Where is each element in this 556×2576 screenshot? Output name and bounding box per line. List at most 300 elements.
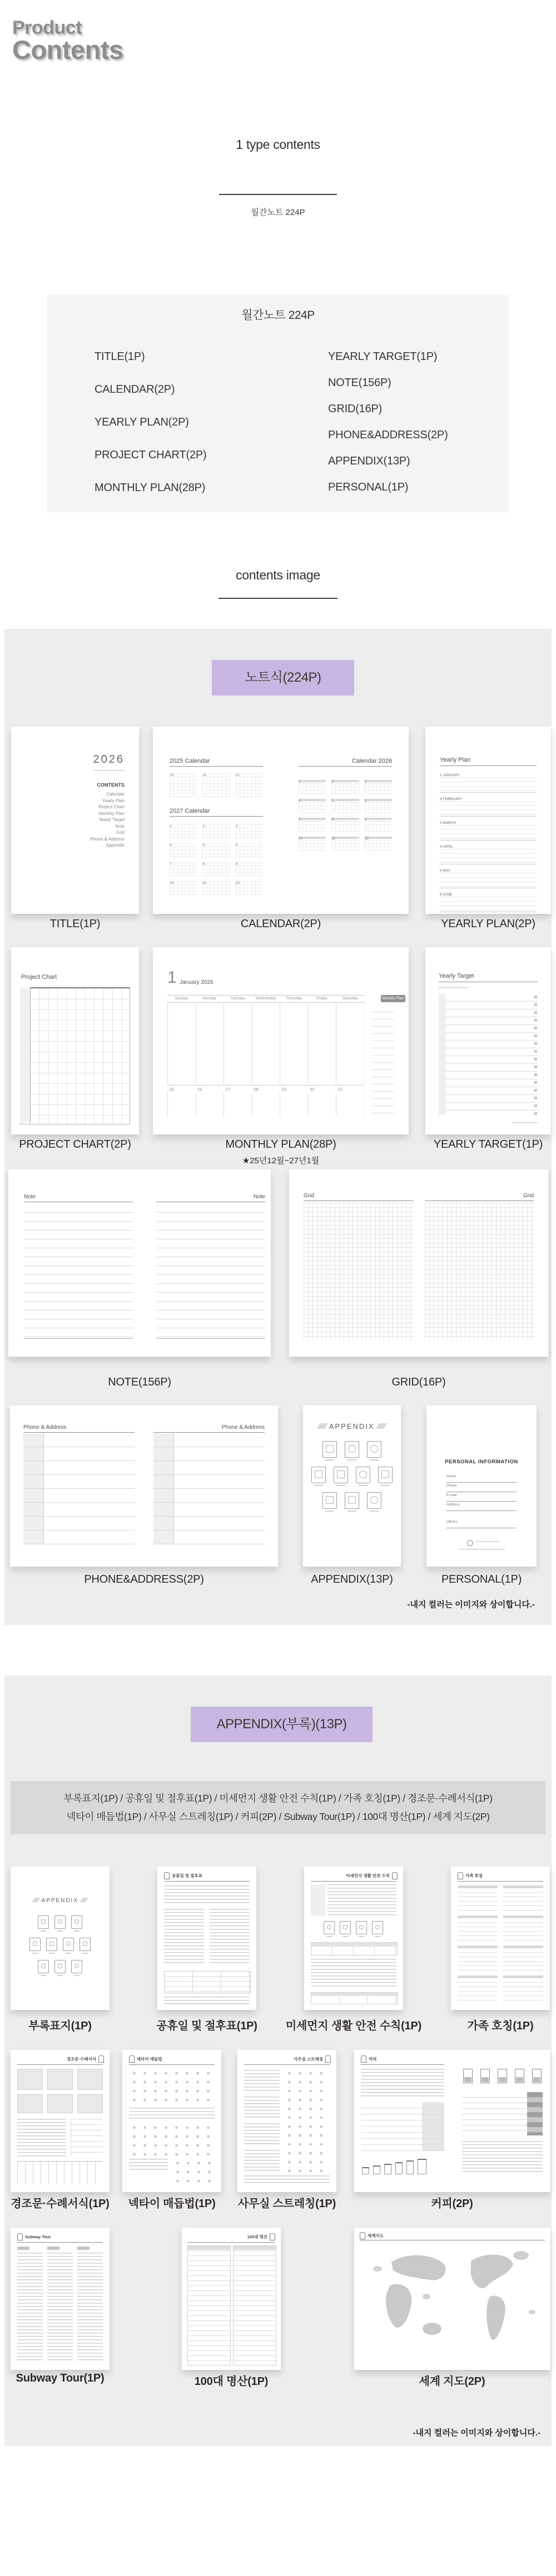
mini-month: 11 [202,773,230,798]
calendar-icon [38,1915,49,1929]
label-monthly-plan: MONTHLY PLAN(28P) [225,1138,336,1151]
text-pattern [17,2119,66,2157]
label-100-mountains: 100대 명산(1P) [194,2375,269,2388]
calendar-grid [167,1093,364,1116]
world-map-header: 세계지도 [368,2233,384,2238]
thumb-family-titles-page [451,1867,550,2010]
page-header [361,2055,377,2063]
label-world-map: 세계 지도(2P) [419,2375,485,2388]
appendix-icon-row-2 [11,1938,110,1951]
globe-icon [367,1492,381,1509]
mini-month: 1 [170,824,197,839]
appendix-icon-row-3 [11,1960,110,1973]
family-table-column [458,1885,498,2000]
divider [17,2064,103,2065]
text-pattern [164,1997,250,2004]
weekday: Thursday [280,995,308,1002]
mini-month: 5 [202,843,230,858]
contents-image-heading: contents image [236,568,320,582]
table-pattern [164,1971,251,1993]
appendix-icon-row-2 [303,1467,401,1483]
bookmark-icon [458,1872,463,1879]
date-number: 27 [225,1087,231,1092]
note-header-right: Note [253,1194,265,1200]
stretching-header: 사무실 스트레칭 [294,2057,323,2062]
bookmark-icon [270,2233,275,2240]
text-pattern [164,1909,204,1965]
date-number: 30 [309,1087,315,1092]
personal-fields [446,1474,517,1529]
necktie-icon [46,1938,57,1951]
personal-title: PERSONAL INFORMATION [445,1459,518,1465]
map-pin-icon [345,1492,359,1509]
overview-item: APPENDIX(13P) [328,455,410,467]
table-pattern [311,1992,398,2004]
ruled-lines [24,1204,133,1339]
slash-decoration [376,1423,387,1429]
divider [153,1432,265,1433]
mini-month: 12 [236,881,263,896]
cup-icon [515,2069,524,2083]
title-page-contents-heading: CONTENTS [97,782,125,788]
grid-pattern [304,1203,414,1340]
date-number: 26 [197,1087,202,1092]
mini-month: 4 [170,843,197,858]
personal-field: Name [446,1474,517,1483]
mini-month: 4 [299,799,326,813]
overview-item: NOTE(156P) [328,377,391,389]
mini-month: 3 [236,824,263,839]
weekday: Saturday [336,995,364,1002]
mini-month: 2 [331,780,359,794]
thumb-appendix-cover [11,1867,110,2010]
text-pattern [244,2070,280,2091]
thumb-yearly-plan-page [425,727,551,914]
cup-icon [418,2159,426,2174]
text-pattern [244,2097,280,2118]
bookmark-icon [392,1872,398,1879]
gray-table [17,2094,43,2113]
text-pattern [311,1959,396,1988]
mask-icon [324,1921,335,1934]
tie-steps-figures [129,2069,215,2104]
thumb-title-page [11,727,139,914]
world-map-west-hemisphere [461,2245,544,2362]
divider [244,2064,330,2065]
yearly-plan-month: 2 FEBRUARY [440,797,537,817]
thumb-personal-page [426,1405,537,1567]
copyright-pattern [458,1549,505,1550]
appendix-list-line1: 부록표지(1P) / 공휴일 및 절후표(1P) / 미세먼지 생활 안전 수칙(1P) / 가족 호칭(1P) / 경조문·수례서식(1P) [63,1793,493,1804]
thumb-calendar-spread [153,727,409,914]
bookmark-icon [98,2055,104,2063]
condolence-header: 경조문·수례서식 [66,2057,96,2062]
yearly-plan-month: 5 MAY [440,869,537,888]
subway-icon [38,1960,49,1973]
overview-item: GRID(16P) [328,403,383,415]
mini-table [503,1885,543,1910]
slash-decoration [80,1898,88,1902]
world-map-east-hemisphere [361,2245,450,2362]
thumb-note-spread [8,1169,271,1357]
text-pattern [17,2253,43,2362]
label-subway-tour: Subway Tour(1P) [16,2372,105,2384]
label-title: TITLE(1P) [49,918,101,930]
divider [458,1881,543,1882]
weekly-list-lines [372,1005,394,1116]
title-contents-item: Note [115,823,125,829]
line-chip [77,2247,90,2250]
title-contents-item: Project Chart [98,804,125,809]
gray-table [47,2094,73,2113]
coffee-icon [378,1467,393,1483]
divider [361,2064,444,2065]
label-family-titles: 가족 호칭(1P) [467,2020,534,2032]
coffee-header: 커피 [369,2057,377,2062]
stretching-icon [356,1467,370,1483]
bookmark-icon [360,2232,365,2239]
weekday: Wednesday [252,995,280,1002]
ruled-lines [445,994,538,1115]
page-title-line2: Contents [12,34,123,64]
personal-field: Address [446,1503,517,1511]
mini-month: 10 [170,881,197,896]
yearly-plan-month: 1 JANUARY [440,773,537,793]
divider [311,1881,396,1882]
text-pattern [244,2150,280,2171]
label-note: NOTE(156P) [108,1376,171,1388]
heading-underline [219,598,337,599]
necktie-header: 넥타이 매듭법 [137,2057,162,2062]
stretch-figures [284,2122,330,2145]
globe-icon [71,1960,82,1973]
cup-icon [463,2069,473,2083]
page-title [12,19,123,62]
roast-level-cells [527,2092,543,2135]
weekday: Friday [308,995,336,1002]
title-contents-item: Appendix [106,843,125,848]
page-header [247,2233,275,2240]
mini-month: 11 [202,881,230,896]
date-number: 25 [169,1087,174,1092]
necktie-icon [334,1467,348,1483]
calendar-q4-months [170,773,263,798]
stretch-figures [284,2069,330,2092]
divider [129,2064,215,2065]
thumb-phone-address-spread [10,1405,278,1567]
gray-table [17,2069,43,2090]
slash-decoration [32,1898,41,1902]
stretching-icon [63,1938,74,1951]
phone-header-right: Phone & Address [221,1424,265,1430]
title-contents-item: Phone & Address [90,836,125,842]
gray-table [77,2094,103,2113]
mini-month: 6 [236,843,263,858]
label-condolence-forms: 경조문·수례서식(1P) [11,2198,110,2210]
tie-steps-figures [129,2123,215,2155]
mini-month: 10 [170,773,197,798]
mini-month: 3 [365,780,392,794]
person-icon [356,1921,367,1934]
document-icon [29,1938,41,1951]
overview-item: MONTHLY PLAN(28P) [95,482,206,494]
family-titles-header: 가족 호칭 [465,1873,483,1878]
family-icon [71,1915,82,1929]
page-title-line1: Product [12,17,82,38]
holidays-header: 공휴일 및 절후표 [172,1873,202,1878]
text-pattern [129,2108,215,2120]
thumb-world-map-spread [354,2228,550,2370]
title-page-year: 2026 [93,753,125,766]
text-pattern [244,2175,330,2184]
text-pattern [462,2141,543,2173]
overview-item: PHONE&ADDRESS(2P) [328,429,448,441]
text-pattern [327,1884,396,1915]
thumb-fine-dust-page [304,1867,403,2010]
overview-left-list [95,351,206,514]
overview-item: PERSONAL(1P) [328,481,409,493]
bookmark-icon [325,2055,331,2063]
document-icon [311,1467,326,1483]
mini-month: 5 [331,799,359,813]
appendix-section [4,1675,552,2446]
note-header-left: Note [24,1194,36,1200]
spray-icon [340,1921,351,1934]
bookmark-icon [164,1872,170,1879]
subway-column [17,2247,43,2362]
yearly-plan-months [440,773,537,917]
text-pattern [361,2069,444,2098]
cup-size-row [362,2159,426,2174]
title-contents-item: Monthly Plan [98,811,125,816]
label-holidays: 공휴일 및 절후표(1P) [156,2020,257,2032]
personal-field: E-mail [446,1493,517,1502]
note-type-section [4,629,552,1625]
page-header [17,2233,51,2240]
bookmark-icon [129,2055,135,2063]
overview-item: YEARLY TARGET(1P) [328,351,438,363]
mini-month: 7 [170,862,197,877]
appendix-list-bar [11,1781,545,1834]
weekday: Sunday [167,995,196,1002]
thumb-condolence-forms-page [11,2050,110,2192]
appendix-cover-title [303,1422,401,1430]
grid-header-left: Grid [304,1193,314,1199]
map-pin-icon [54,1960,66,1973]
line-chip [47,2247,59,2250]
date-number: 28 [253,1087,259,1092]
divider [17,2242,103,2243]
family-table-column [503,1885,543,2000]
heading-underline [219,194,337,195]
subway-tour-header: Subway Tour [25,2234,51,2239]
slash-decoration [317,1423,328,1429]
divider [167,1085,364,1086]
mini-month: 8 [202,862,230,877]
grid-header-right: Grid [523,1193,534,1199]
label-stretching: 사무실 스트레칭(1P) [237,2198,336,2210]
page-header [129,2055,162,2063]
subway-icon [322,1492,337,1509]
product-name: 월간노트 224P [251,208,305,217]
divider [164,1881,250,1882]
bookmark-icon [361,2055,366,2063]
label-project-chart: PROJECT CHART(2P) [19,1138,131,1151]
grid-pattern [425,1203,534,1340]
mountains-header: 100대 명산 [247,2234,267,2239]
label-fine-dust: 미세먼지 생활 안전 수칙(1P) [285,2020,422,2032]
divider [187,2242,275,2243]
mini-table [458,1915,498,1940]
type-contents-heading: 1 type contents [236,137,320,152]
mini-table [458,1975,498,2000]
table-pattern [361,2102,444,2151]
divider [23,1432,135,1433]
shade-column [439,994,445,1115]
coffee-cups-row [463,2069,542,2083]
mini-table [458,1885,498,1910]
mini-table [503,1915,543,1940]
title-contents-item: Yearly Target [98,817,125,822]
appendix-list-line2: 넥타이 매듭법(1P) / 사무실 스트레칭(1P) / 커피(2P) / Subway Tour(1P) / 100대 명산(1P) / 세계 지도(2P) [66,1811,490,1822]
appendix-cover-title-text: APPENDIX [41,1898,79,1904]
yearly-plan-month: 4 APRIL [440,845,537,864]
coffee-icon [80,1938,91,1951]
thumb-necktie-page [122,2050,221,2192]
project-chart-header: Project Chart [21,974,57,981]
label-coffee: 커피(2P) [431,2198,473,2210]
note-type-header: 노트식(224P) [212,660,354,696]
gray-table [77,2069,103,2090]
overview-title: 월간노트 224P [241,309,315,322]
thumb-grid-spread [289,1169,548,1357]
yearly-plan-month: 3 MARCH [440,821,537,841]
calendar-icon [322,1441,337,1458]
overview-item: PROJECT CHART(2P) [95,449,207,461]
project-chart-table [20,987,130,1124]
title-contents-item: Calendar [106,792,125,797]
bookmark-icon [17,2233,23,2240]
date-number: 31 [337,1087,343,1092]
subway-column [77,2247,103,2362]
mini-month: 12 [365,837,392,851]
family-icon [367,1441,381,1458]
yearly-plan-header: Yearly Plan [440,757,471,763]
mini-month: 2 [202,824,230,839]
mini-month: 6 [365,799,392,813]
text-pattern [512,1122,538,1124]
cup-icon [498,2069,507,2083]
cup-icon [395,2162,403,2174]
calendar-2026-header: Calendar 2026 [351,758,392,764]
thumb-100-mountains-page [182,2228,281,2370]
mountains-table [187,2245,231,2365]
weekly-plan-badge: Weekly Plan [381,995,405,1002]
mask-icon [345,1441,359,1458]
thumb-yearly-target-page [425,947,551,1134]
text-pattern [129,2159,168,2170]
divider [170,816,263,817]
label-yearly-plan: YEARLY PLAN(2P) [441,918,535,930]
text-pattern [210,1909,250,1965]
monthly-plan-dates [167,1086,364,1092]
mini-month: 12 [236,773,263,798]
page-header [67,2055,104,2063]
safety-icons-row [320,1921,386,1934]
thumb-holidays-page [157,1867,256,2010]
text-pattern [244,2123,280,2144]
table-left-column [20,987,31,1123]
mini-table [503,1945,543,1970]
brand-logo [467,1540,473,1546]
contents-overview-box [47,295,509,512]
thumb-subway-tour-page [11,2228,110,2370]
calendar-grid [167,1003,364,1084]
label-grid: GRID(16P) [391,1376,446,1388]
yearly-target-header: Yearly Target [439,973,474,979]
thumb-project-chart-page [11,947,139,1134]
color-disclaimer-note: -내지 컬러는 이미지와 상이합니다.- [407,1600,535,1609]
mini-month: 10 [299,837,326,851]
monthly-plan-month-number: 1 [167,968,177,987]
label-column [311,1884,325,1915]
mini-month: 8 [331,818,359,832]
line-chip [17,2247,29,2250]
cup-icon [373,2165,380,2174]
color-disclaimer-note: -내지 컬러는 이미지와 상이합니다.- [413,2428,540,2438]
appendix-icon-row-3 [303,1492,401,1509]
calendar-2027-months [170,824,263,896]
weekday: Tuesday [224,995,252,1002]
brand-name-pattern [476,1541,499,1544]
thumb-monthly-plan-spread [153,947,409,1134]
stretch-figures [284,2149,330,2172]
title-page-contents-list [90,791,125,849]
mask-icon [54,1915,66,1929]
appendix-section-header: APPENDIX(부록)(13P) [191,1707,373,1742]
fine-dust-header: 미세먼지 생활 안전 수칙 [346,1873,390,1878]
label-yearly-target: YEARLY TARGET(1P) [433,1138,543,1151]
overview-right-list [328,351,448,507]
page-header [164,1872,202,1879]
table-pattern [153,1433,265,1544]
page-header [294,2055,331,2063]
table-pattern [23,1433,135,1544]
mini-table [458,1945,498,1970]
calendar-2025-header: 2025 Calendar [170,758,210,764]
lungs-icon [372,1921,383,1934]
thumb-coffee-spread [354,2050,550,2192]
personal-field: Phone [446,1484,517,1492]
title-contents-item: Yearly Plan [102,798,125,803]
thumb-appendix-cover-page [303,1405,401,1567]
weekday: Monday [196,995,224,1002]
cup-icon [406,2160,414,2174]
label-necktie: 넥타이 매듭법(1P) [128,2198,216,2210]
monthly-plan-range-note: ★25년12월~27년1월 [242,1156,320,1166]
text-pattern [439,987,468,989]
gray-table [47,2069,73,2090]
subway-column [47,2247,73,2362]
monthly-plan-header: January 2026 [180,979,214,986]
table-pattern [311,1942,398,1955]
yearly-plan-month: 6 JUNE [440,893,537,912]
text-pattern [47,2253,73,2362]
checkbox-column [534,996,537,1115]
appendix-cover-title [11,1898,110,1904]
mountains-table [233,2245,276,2365]
appendix-icon-row-1 [11,1915,110,1929]
